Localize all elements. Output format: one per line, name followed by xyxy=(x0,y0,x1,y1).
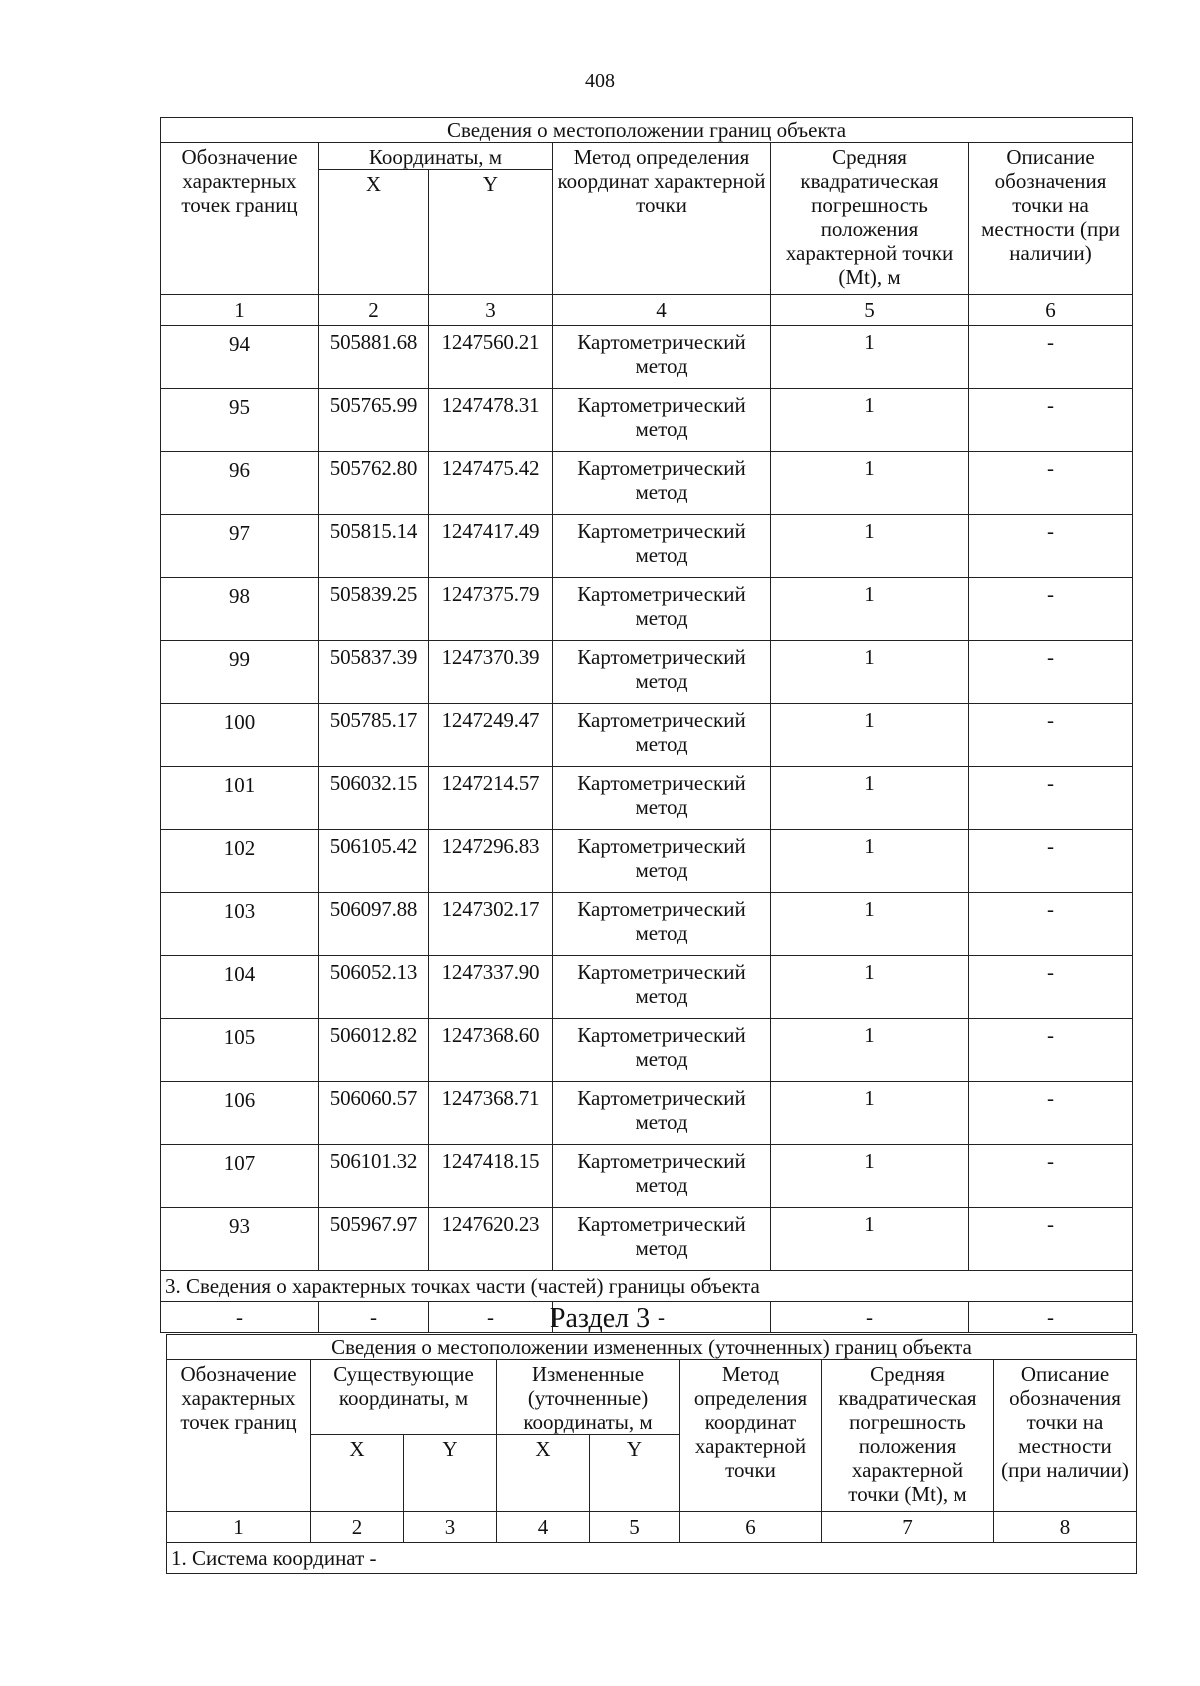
x-cell: 506032.15 xyxy=(319,767,429,830)
table-body xyxy=(161,326,1133,1271)
table-row xyxy=(161,641,1133,704)
y-cell: 1247337.90 xyxy=(429,956,553,1019)
header-coords: Координаты, м xyxy=(319,143,553,170)
desc-cell: - xyxy=(969,1145,1133,1208)
error-cell: 1 xyxy=(771,767,969,830)
header-y: Y xyxy=(404,1435,497,1512)
desc-cell: - xyxy=(969,767,1133,830)
column-number-row xyxy=(161,295,1133,326)
y-cell: 1247560.21 xyxy=(429,326,553,389)
desc-cell: - xyxy=(969,1082,1133,1145)
table-title: Сведения о местоположении измененных (уточненных) границ объекта xyxy=(167,1335,1137,1360)
table-row xyxy=(161,704,1133,767)
header-x: X xyxy=(319,170,429,295)
desc-cell: - xyxy=(969,830,1133,893)
x-cell: 505837.39 xyxy=(319,641,429,704)
header-desc: Описание обозначения точки на местности (при наличии) xyxy=(994,1360,1137,1512)
table-row xyxy=(161,1019,1133,1082)
error-cell: 1 xyxy=(771,893,969,956)
error-cell: 1 xyxy=(771,578,969,641)
x-cell: 505839.25 xyxy=(319,578,429,641)
table-row xyxy=(161,830,1133,893)
method-cell: Картометрический метод xyxy=(553,1208,771,1271)
table-row xyxy=(161,578,1133,641)
error-cell: 1 xyxy=(771,956,969,1019)
method-cell: Картометрический метод xyxy=(553,389,771,452)
table-row xyxy=(161,1145,1133,1208)
y-cell: 1247475.42 xyxy=(429,452,553,515)
coordinate-system-row xyxy=(167,1543,1137,1574)
x-cell: 506012.82 xyxy=(319,1019,429,1082)
column-number: 4 xyxy=(497,1512,590,1543)
column-number: 3 xyxy=(404,1512,497,1543)
y-cell: 1247620.23 xyxy=(429,1208,553,1271)
table-cell: - xyxy=(161,1302,319,1333)
table-row xyxy=(161,893,1133,956)
table-row xyxy=(161,1208,1133,1271)
y-cell: 1247302.17 xyxy=(429,893,553,956)
coordinate-system-label: 1. Система координат - xyxy=(167,1543,1137,1574)
x-cell: 505881.68 xyxy=(319,326,429,389)
point-cell: 104 xyxy=(161,956,319,1019)
method-cell: Картометрический метод xyxy=(553,1082,771,1145)
table-cell: - xyxy=(319,1302,429,1333)
section3-label: 3. Сведения о характерных точках части (частей) границы объекта xyxy=(161,1271,1133,1302)
error-cell: 1 xyxy=(771,1145,969,1208)
header-y: Y xyxy=(429,170,553,295)
method-cell: Картометрический метод xyxy=(553,326,771,389)
boundary-table xyxy=(160,117,1133,1333)
x-cell: 505765.99 xyxy=(319,389,429,452)
section-title: Раздел 3 xyxy=(549,1303,651,1334)
column-number: 6 xyxy=(680,1512,822,1543)
point-cell: 102 xyxy=(161,830,319,893)
point-cell: 106 xyxy=(161,1082,319,1145)
page-number: 408 xyxy=(585,70,615,92)
desc-cell: - xyxy=(969,1019,1133,1082)
method-cell: Картометрический метод xyxy=(553,956,771,1019)
changed-boundary-table xyxy=(166,1334,1137,1574)
table-row xyxy=(161,452,1133,515)
column-number-row xyxy=(167,1512,1137,1543)
table-row xyxy=(161,389,1133,452)
header-row xyxy=(161,143,1133,170)
header-error: Средняя квадратическая погрешность положения характерной точки (Mt), м xyxy=(822,1360,994,1512)
point-cell: 95 xyxy=(161,389,319,452)
desc-cell: - xyxy=(969,578,1133,641)
y-cell: 1247214.57 xyxy=(429,767,553,830)
desc-cell: - xyxy=(969,1208,1133,1271)
point-cell: 107 xyxy=(161,1145,319,1208)
desc-cell: - xyxy=(969,641,1133,704)
column-number: 1 xyxy=(167,1512,311,1543)
method-cell: Картометрический метод xyxy=(553,578,771,641)
desc-cell: - xyxy=(969,326,1133,389)
x-cell: 506105.42 xyxy=(319,830,429,893)
error-cell: 1 xyxy=(771,452,969,515)
point-cell: 100 xyxy=(161,704,319,767)
desc-cell: - xyxy=(969,389,1133,452)
y-cell: 1247418.15 xyxy=(429,1145,553,1208)
table-row xyxy=(161,515,1133,578)
method-cell: Картометрический метод xyxy=(553,893,771,956)
table-cell: - xyxy=(429,1302,553,1333)
header-method: Метод определения координат характерной точки xyxy=(680,1360,822,1512)
y-cell: 1247375.79 xyxy=(429,578,553,641)
column-number: 5 xyxy=(590,1512,680,1543)
x-cell: 505785.17 xyxy=(319,704,429,767)
header-point: Обозначение характерных точек границ xyxy=(161,143,319,295)
point-cell: 93 xyxy=(161,1208,319,1271)
method-cell: Картометрический метод xyxy=(553,830,771,893)
column-number: 6 xyxy=(969,295,1133,326)
y-cell: 1247370.39 xyxy=(429,641,553,704)
desc-cell: - xyxy=(969,515,1133,578)
method-cell: Картометрический метод xyxy=(553,704,771,767)
y-cell: 1247368.60 xyxy=(429,1019,553,1082)
desc-cell: - xyxy=(969,704,1133,767)
point-cell: 96 xyxy=(161,452,319,515)
header-error: Средняя квадратическая погрешность положения характерной точки (Mt), м xyxy=(771,143,969,295)
error-cell: 1 xyxy=(771,326,969,389)
column-number: 2 xyxy=(311,1512,404,1543)
desc-cell: - xyxy=(969,956,1133,1019)
error-cell: 1 xyxy=(771,515,969,578)
error-cell: 1 xyxy=(771,704,969,767)
header-changed: Измененные (уточненные) координаты, м xyxy=(497,1360,680,1435)
table-cell: - xyxy=(553,1302,771,1333)
y-cell: 1247417.49 xyxy=(429,515,553,578)
y-cell: 1247249.47 xyxy=(429,704,553,767)
y-cell: 1247478.31 xyxy=(429,389,553,452)
point-cell: 99 xyxy=(161,641,319,704)
table-title-row xyxy=(167,1335,1137,1360)
method-cell: Картометрический метод xyxy=(553,1145,771,1208)
x-cell: 505762.80 xyxy=(319,452,429,515)
column-number: 8 xyxy=(994,1512,1137,1543)
header-y: Y xyxy=(590,1435,680,1512)
error-cell: 1 xyxy=(771,830,969,893)
method-cell: Картометрический метод xyxy=(553,767,771,830)
x-cell: 505967.97 xyxy=(319,1208,429,1271)
header-point: Обозначение характерных точек границ xyxy=(167,1360,311,1512)
column-number: 2 xyxy=(319,295,429,326)
table-row xyxy=(161,956,1133,1019)
point-cell: 101 xyxy=(161,767,319,830)
column-number: 4 xyxy=(553,295,771,326)
method-cell: Картометрический метод xyxy=(553,641,771,704)
header-method: Метод определения координат характерной точки xyxy=(553,143,771,295)
table-row xyxy=(161,1082,1133,1145)
point-cell: 98 xyxy=(161,578,319,641)
desc-cell: - xyxy=(969,452,1133,515)
column-number: 3 xyxy=(429,295,553,326)
header-x: X xyxy=(497,1435,590,1512)
table-row xyxy=(161,767,1133,830)
header-desc: Описание обозначения точки на местности (при наличии) xyxy=(969,143,1133,295)
table-cell: - xyxy=(969,1302,1133,1333)
point-cell: 94 xyxy=(161,326,319,389)
table-cell: - xyxy=(771,1302,969,1333)
desc-cell: - xyxy=(969,893,1133,956)
x-cell: 506101.32 xyxy=(319,1145,429,1208)
y-cell: 1247368.71 xyxy=(429,1082,553,1145)
error-cell: 1 xyxy=(771,1019,969,1082)
error-cell: 1 xyxy=(771,389,969,452)
x-cell: 505815.14 xyxy=(319,515,429,578)
table-title: Сведения о местоположении границ объекта xyxy=(161,118,1133,143)
x-cell: 506097.88 xyxy=(319,893,429,956)
error-cell: 1 xyxy=(771,641,969,704)
point-cell: 97 xyxy=(161,515,319,578)
column-number: 1 xyxy=(161,295,319,326)
method-cell: Картометрический метод xyxy=(553,515,771,578)
error-cell: 1 xyxy=(771,1082,969,1145)
error-cell: 1 xyxy=(771,1208,969,1271)
section3-row xyxy=(161,1271,1133,1302)
table-title-row xyxy=(161,118,1133,143)
header-existing: Существующие координаты, м xyxy=(311,1360,497,1435)
table-row xyxy=(161,326,1133,389)
header-x: X xyxy=(311,1435,404,1512)
point-cell: 105 xyxy=(161,1019,319,1082)
column-number: 7 xyxy=(822,1512,994,1543)
method-cell: Картометрический метод xyxy=(553,1019,771,1082)
y-cell: 1247296.83 xyxy=(429,830,553,893)
point-cell: 103 xyxy=(161,893,319,956)
method-cell: Картометрический метод xyxy=(553,452,771,515)
x-cell: 506060.57 xyxy=(319,1082,429,1145)
column-number: 5 xyxy=(771,295,969,326)
header-row xyxy=(167,1360,1137,1435)
x-cell: 506052.13 xyxy=(319,956,429,1019)
